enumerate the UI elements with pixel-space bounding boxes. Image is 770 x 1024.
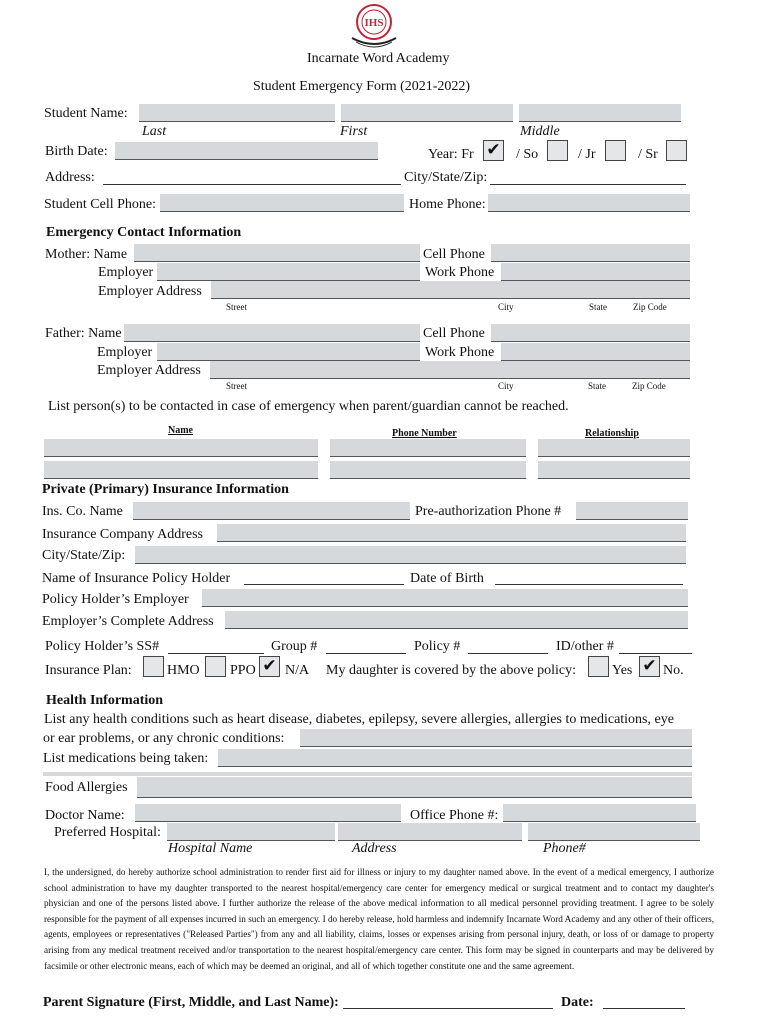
mother-zip-sublabel: Zip Code — [633, 302, 667, 312]
year-fr-checkbox[interactable]: ✔ — [483, 140, 504, 161]
policy-number-input[interactable] — [468, 653, 548, 654]
last-sublabel: Last — [142, 124, 167, 139]
company-address-input[interactable] — [217, 524, 686, 542]
contact2-relationship-input[interactable] — [538, 461, 690, 479]
policy-holder-label: Name of Insurance Policy Holder — [42, 571, 231, 586]
student-first-name-input[interactable] — [341, 104, 513, 122]
id-other-input[interactable] — [619, 653, 692, 654]
mother-street-sublabel: Street — [226, 302, 247, 312]
ins-co-name-label: Ins. Co. Name — [42, 504, 123, 519]
form-title: Student Emergency Form (2021-2022) — [253, 79, 471, 94]
mother-employer-address-label: Employer Address — [98, 284, 202, 299]
signature-label: Parent Signature (First, Middle, and Last Name): — [43, 995, 339, 1010]
hospital-address-input[interactable] — [338, 823, 522, 841]
hospital-name-input[interactable] — [167, 823, 335, 841]
father-name-input[interactable] — [124, 324, 420, 342]
plan-na-label: N/A — [285, 663, 310, 678]
contact1-name-input[interactable] — [44, 439, 318, 457]
preauth-phone-input[interactable] — [576, 502, 688, 520]
father-employer-address-label: Employer Address — [97, 363, 201, 378]
contact2-phone-input[interactable] — [330, 461, 526, 479]
conditions-label-line1: List any health conditions such as heart disease, diabetes, epilepsy, severe allergies, allergies to medications, eye — [44, 712, 674, 727]
signature-date-label: Date: — [561, 995, 594, 1010]
plan-ppo-label: PPO — [230, 663, 256, 678]
contact2-name-input[interactable] — [44, 461, 318, 479]
doctor-name-input[interactable] — [135, 804, 401, 822]
year-jr-label: / Jr — [578, 147, 596, 162]
father-name-label: Father: Name — [45, 326, 122, 341]
emergency-heading: Emergency Contact Information — [46, 225, 242, 240]
father-cell-label: Cell Phone — [423, 326, 485, 341]
signature-input[interactable] — [343, 1008, 553, 1009]
covered-yes-label: Yes — [612, 663, 633, 678]
contact1-phone-input[interactable] — [330, 439, 526, 457]
contacts-phone-header: Phone Number — [392, 428, 457, 439]
contacts-relationship-header: Relationship — [585, 428, 639, 439]
home-phone-label: Home Phone: — [409, 197, 486, 212]
employer-complete-address-input[interactable] — [225, 611, 688, 629]
home-phone-input[interactable] — [488, 194, 690, 212]
contact1-relationship-input[interactable] — [538, 439, 690, 457]
plan-hmo-label: HMO — [167, 663, 200, 678]
doctor-name-label: Doctor Name: — [45, 808, 125, 823]
logo-letters: IHS — [364, 17, 384, 29]
medications-input[interactable] — [218, 749, 692, 767]
father-employer-label: Employer — [97, 345, 153, 360]
preferred-hospital-label: Preferred Hospital: — [54, 825, 161, 840]
consent-paragraph: I, the undersigned, do hereby authorize school administration to render first aid for illness or injury to my daughter named above. In the event of a medical emergency, I authorize school administration to have my daughter transported to the nearest hospital/emergency care center for emergency medical or surgical treatment and to contact my daughter's physician and one of the persons listed above. I further authorize the release of the above medical information to all medical personnel providing treatment. I agree to be solely responsible for the payment of all expenses incurred in such an emergency. I do hereby release, hold harmless and indemnify Incarnate Word Academy and any other of their officers, agents, employees or representatives ("Released Parties") from any and all liability, claims, losses or expenses arising from personal injury, death, or loss of or damage to property arising from any medical treatment received and/or transportation to the nearest hospital/emergency care center. This form may be signed in counterparts and may be delivered by facsimile or other electronic means, each of which may be deemed an original, and all of which together constitute one and the same agreement. — [44, 867, 714, 971]
mother-state-sublabel: State — [589, 302, 607, 312]
year-so-checkbox[interactable] — [547, 140, 568, 161]
conditions-input[interactable] — [300, 729, 692, 747]
mother-work-label: Work Phone — [425, 265, 495, 280]
city-state-zip-input[interactable] — [490, 184, 686, 185]
father-employer-input[interactable] — [157, 343, 420, 361]
food-allergies-label: Food Allergies — [45, 780, 128, 795]
father-street-sublabel: Street — [226, 381, 247, 391]
policy-number-label: Policy # — [414, 639, 461, 654]
father-state-sublabel: State — [588, 381, 606, 391]
first-sublabel: First — [340, 124, 368, 139]
mother-name-input[interactable] — [134, 244, 420, 262]
preauth-phone-label: Pre-authorization Phone # — [415, 504, 562, 519]
holder-ss-label: Policy Holder’s SS# — [45, 639, 160, 654]
group-input[interactable] — [326, 653, 406, 654]
insurance-plan-label: Insurance Plan: — [45, 663, 132, 678]
birth-date-input[interactable] — [115, 142, 378, 160]
hospital-address-sublabel: Address — [352, 841, 397, 856]
conditions-label-line2: or ear problems, or any chronic conditions: — [43, 731, 285, 746]
medications-extra-input[interactable] — [43, 772, 692, 776]
address-input[interactable] — [103, 184, 401, 185]
mother-cell-label: Cell Phone — [423, 247, 485, 262]
hospital-phone-sublabel: Phone# — [543, 841, 586, 856]
holder-employer-label: Policy Holder’s Employer — [42, 592, 189, 607]
covered-no-checkbox[interactable]: ✔ — [639, 656, 660, 677]
father-city-sublabel: City — [498, 381, 514, 391]
mother-city-sublabel: City — [498, 302, 514, 312]
covered-yes-checkbox[interactable] — [588, 656, 609, 677]
address-label: Address: — [45, 170, 95, 185]
holder-ss-input[interactable] — [168, 653, 264, 654]
year-so-label: / So — [516, 147, 539, 162]
contacts-name-header: Name — [168, 425, 193, 436]
holder-dob-input[interactable] — [495, 584, 683, 585]
hospital-name-sublabel: Hospital Name — [168, 841, 253, 856]
food-allergies-input[interactable] — [137, 777, 692, 798]
student-cell-input[interactable] — [160, 194, 404, 212]
plan-ppo-checkbox[interactable] — [205, 656, 226, 677]
student-cell-label: Student Cell Phone: — [44, 197, 156, 212]
insurance-heading: Private (Primary) Insurance Information — [42, 482, 289, 497]
office-phone-label: Office Phone #: — [410, 808, 499, 823]
ins-city-label: City/State/Zip: — [42, 548, 126, 563]
holder-dob-label: Date of Birth — [410, 571, 484, 586]
plan-na-checkbox[interactable]: ✔ — [259, 656, 280, 677]
mother-name-label: Mother: Name — [45, 247, 128, 262]
student-middle-name-input[interactable] — [519, 104, 681, 122]
father-employer-address-input[interactable] — [210, 361, 690, 379]
office-phone-input[interactable] — [503, 804, 696, 822]
mother-employer-label: Employer — [98, 265, 154, 280]
health-heading: Health Information — [46, 693, 164, 708]
city-state-zip-label: City/State/Zip: — [404, 170, 488, 185]
company-address-label: Insurance Company Address — [42, 527, 203, 542]
year-jr-checkbox[interactable] — [605, 140, 626, 161]
school-seal-logo — [346, 2, 402, 48]
group-label: Group # — [271, 639, 318, 654]
father-zip-sublabel: Zip Code — [632, 381, 666, 391]
year-sr-checkbox[interactable] — [666, 140, 687, 161]
ins-co-name-input[interactable] — [133, 502, 410, 520]
father-cell-input[interactable] — [491, 324, 690, 342]
school-name: Incarnate Word Academy — [307, 51, 450, 66]
father-work-input[interactable] — [501, 343, 690, 361]
student-last-name-input[interactable] — [139, 104, 335, 122]
covered-no-label: No. — [663, 663, 684, 678]
mother-employer-input[interactable] — [157, 263, 420, 281]
other-contacts-instruction: List person(s) to be contacted in case of emergency when parent/guardian cannot be reached. — [48, 399, 569, 414]
ins-city-input[interactable] — [135, 546, 686, 564]
hospital-phone-input[interactable] — [528, 823, 700, 841]
plan-hmo-checkbox[interactable] — [143, 656, 164, 677]
year-sr-label: / Sr — [638, 147, 658, 162]
year-label: Year: Fr — [428, 147, 474, 162]
medications-label: List medications being taken: — [43, 751, 209, 766]
policy-holder-input[interactable] — [244, 584, 404, 585]
birth-date-label: Birth Date: — [45, 144, 108, 159]
father-work-label: Work Phone — [425, 345, 495, 360]
middle-sublabel: Middle — [520, 124, 560, 139]
signature-date-input[interactable] — [603, 1008, 685, 1009]
employer-complete-address-label: Employer’s Complete Address — [42, 614, 214, 629]
covered-label: My daughter is covered by the above policy: — [326, 663, 576, 678]
holder-employer-input[interactable] — [202, 589, 688, 607]
mother-work-input[interactable] — [501, 263, 690, 281]
id-other-label: ID/other # — [556, 639, 614, 654]
student-name-label: Student Name: — [44, 106, 128, 121]
mother-employer-address-input[interactable] — [211, 281, 690, 299]
mother-cell-input[interactable] — [491, 244, 690, 262]
